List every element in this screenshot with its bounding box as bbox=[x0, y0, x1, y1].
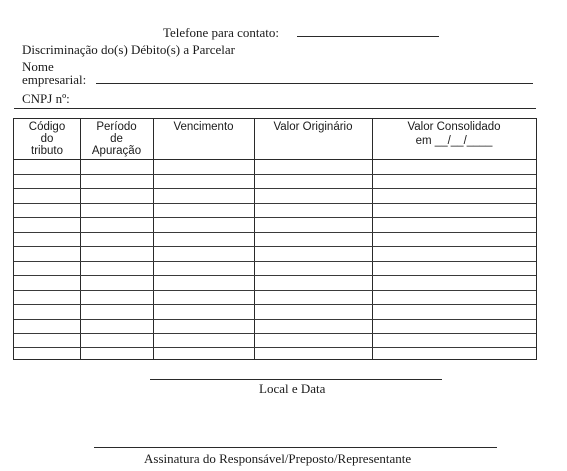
header-codigo-line2: do bbox=[40, 133, 54, 145]
company-name-field[interactable] bbox=[96, 83, 533, 84]
header-valor-originario-label: Valor Originário bbox=[273, 121, 353, 133]
header-periodo-line2: de bbox=[110, 133, 123, 145]
header-valor-consolidado bbox=[372, 121, 536, 147]
header-valor-originario bbox=[254, 121, 372, 133]
column-divider bbox=[153, 119, 154, 359]
header-row-divider bbox=[14, 159, 536, 160]
header-periodo-line3: Apuração bbox=[91, 145, 142, 157]
table-row[interactable] bbox=[14, 203, 536, 204]
header-valor-consolidado-line1: Valor Consolidado bbox=[407, 121, 501, 133]
table-row[interactable] bbox=[14, 319, 536, 320]
cnpj-label: CNPJ nº: bbox=[22, 91, 70, 106]
table-row[interactable] bbox=[14, 333, 536, 334]
table-row[interactable] bbox=[14, 347, 536, 348]
column-divider bbox=[254, 119, 255, 359]
column-divider bbox=[372, 119, 373, 359]
header-codigo-line3: tributo bbox=[31, 145, 63, 157]
contact-phone-field[interactable] bbox=[297, 36, 439, 37]
signature-field[interactable] bbox=[94, 447, 497, 448]
header-valor-consolidado-line2: em __/__/____ bbox=[415, 135, 493, 147]
debt-table bbox=[13, 118, 537, 360]
table-row[interactable] bbox=[14, 261, 536, 262]
table-row[interactable] bbox=[14, 304, 536, 305]
place-date-field[interactable] bbox=[150, 379, 442, 380]
table-row[interactable] bbox=[14, 275, 536, 276]
signature-label: Assinatura do Responsável/Preposto/Representante bbox=[144, 451, 412, 466]
company-name-label-line2: empresarial: bbox=[22, 72, 87, 87]
header-periodo-line1: Período bbox=[96, 121, 137, 133]
header-codigo-line1: Código bbox=[28, 121, 66, 133]
table-row[interactable] bbox=[14, 188, 536, 189]
table-row[interactable] bbox=[14, 217, 536, 218]
header-codigo-do-tributo bbox=[14, 121, 80, 157]
contact-phone-label: Telefone para contato: bbox=[163, 25, 280, 40]
table-row[interactable] bbox=[14, 232, 536, 233]
cnpj-field[interactable] bbox=[14, 108, 536, 109]
section-title: Discriminação do(s) Débito(s) a Parcelar bbox=[22, 42, 235, 57]
header-vencimento-label: Vencimento bbox=[173, 121, 234, 133]
header-periodo-de-apuracao bbox=[80, 121, 153, 157]
table-row[interactable] bbox=[14, 290, 536, 291]
header-vencimento bbox=[153, 121, 254, 133]
table-row[interactable] bbox=[14, 174, 536, 175]
place-date-label: Local e Data bbox=[259, 381, 326, 396]
company-name-label-line1: Nome bbox=[22, 59, 54, 74]
table-row[interactable] bbox=[14, 246, 536, 247]
